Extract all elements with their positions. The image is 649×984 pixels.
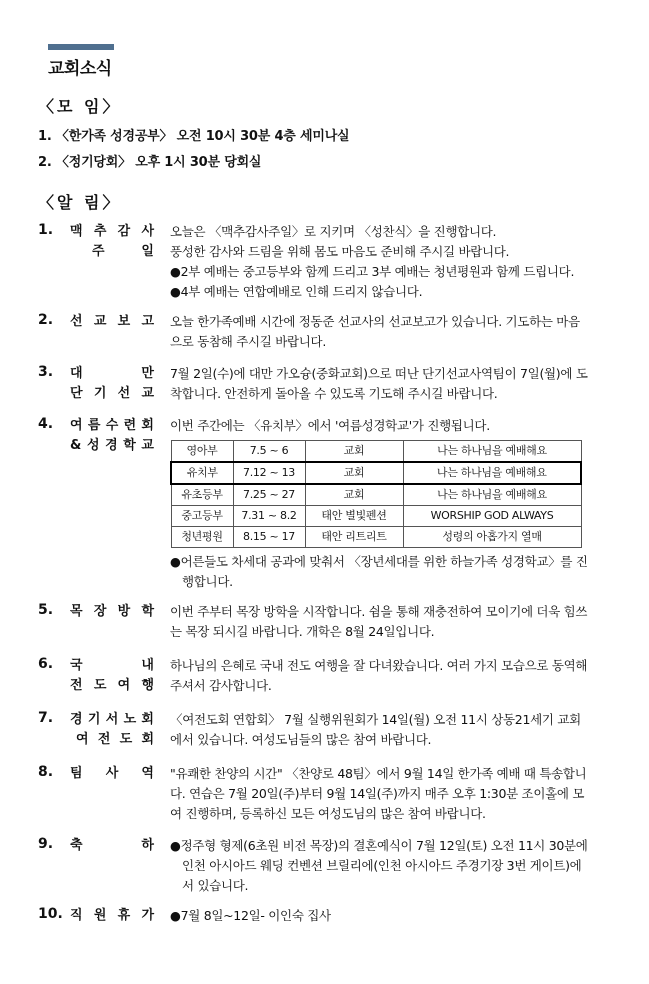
table-cell: 성령의 아홉가지 열매	[403, 527, 581, 548]
notice-number: 3.	[38, 364, 54, 380]
table-row	[171, 441, 581, 463]
page-title: 교회소식	[48, 59, 112, 79]
table-cell: 7.31 ~ 8.2	[233, 506, 305, 527]
notice-number: 4.	[38, 416, 54, 432]
table-cell: 교회	[305, 484, 403, 506]
notice-body: 〈여전도회 연합회〉 7월 실행위원회가 14일(월) 오전 11시 상동21세기 교회에서 있습니다. 여성도님들의 많은 참여 바랍니다.	[170, 712, 581, 747]
table-cell: 유치부	[171, 462, 233, 484]
table-cell: 8.15 ~ 17	[233, 527, 305, 548]
table-cell: 7.5 ~ 6	[233, 441, 305, 463]
table-cell: 교회	[305, 462, 403, 484]
notice-label: 경 기 서 노 회 여 전 도 회	[70, 712, 154, 747]
notice-label: 맥 추 감 사 주 일	[70, 224, 154, 259]
notice-number: 6.	[38, 656, 54, 672]
table-cell: 태안 리트리트	[305, 527, 403, 548]
table-cell: 태안 별빛펜션	[305, 506, 403, 527]
table-cell: 7.12 ~ 13	[233, 462, 305, 484]
meeting-item: 1. 〈한가족 성경공부〉 오전 10시 30분 4층 세미나실	[38, 129, 350, 144]
notice-body: ●정주형 형제(6초원 비전 목장)의 결혼예식이 7월 12일(토) 오전 11시 30분에 인천 아시아드 웨딩 컨벤션 브릴리에(인천 아시아드 주경기장 3번 게이트)에서 있습니다.	[170, 838, 588, 893]
notice-label: 축 하	[70, 838, 154, 853]
notices-heading: 〈알 림〉	[38, 193, 122, 212]
notice-number: 5.	[38, 602, 54, 618]
table-row	[171, 462, 581, 484]
notice-number: 9.	[38, 836, 54, 852]
notice-label: 여 름 수 련 회 & 성 경 학 교	[70, 418, 154, 453]
table-cell: 청년평원	[171, 527, 233, 548]
table-cell: 유초등부	[171, 484, 233, 506]
notice-number: 1.	[38, 222, 54, 238]
notice-label: 목 장 방 학	[70, 604, 154, 619]
notice-number: 2.	[38, 312, 54, 328]
notice-number: 7.	[38, 710, 54, 726]
table-row	[171, 527, 581, 548]
notice-body: 이번 주간에는 〈유치부〉에서 '여름성경학교'가 진행됩니다. 영아부 7.5 ~ 6 교회 나는 하나님을 예배해요 유치부 7.12 ~ 13 교회 나는 하나님을 예배해요 유초등부 7.25 ~ 27 교회 나는 하나님을 예배해요 중고등부 7.31 ~ 8.2 태안 별빛펜션 WORSHIP GOD ALWAYS 청년평원 8.15 ~ 17 태안 리트리트 성령의 아홉가지 열매 ●어른들도 차세대 공과에 맞춰서 〈장년세대를 위한 하늘가족 성경학교〉를 진행합니다.	[170, 418, 588, 589]
header-accent-bar	[48, 44, 114, 50]
notice-body: ●7월 8일~12일- 이인숙 집사	[170, 908, 331, 923]
table-cell: 중고등부	[171, 506, 233, 527]
table-cell: 나는 하나님을 예배해요	[403, 484, 581, 506]
notice-body: 7월 2일(수)에 대만 가오슝(중화교회)으로 떠난 단기선교사역팀이 7일(월)에 도착합니다. 안전하게 돌아올 수 있도록 기도해 주시길 바랍니다.	[170, 366, 588, 401]
notice-label: 직 원 휴 가	[70, 908, 154, 923]
notice-number: 8.	[38, 764, 54, 780]
notice-number: 10.	[38, 906, 63, 922]
table-row	[171, 484, 581, 506]
table-cell: WORSHIP GOD ALWAYS	[403, 506, 581, 527]
table-row	[171, 506, 581, 527]
notice-body: 이번 주부터 목장 방학을 시작합니다. 쉼을 통해 재충전하여 모이기에 더욱 힘쓰는 목장 되시길 바랍니다. 개학은 8월 24일입니다.	[170, 604, 588, 639]
meeting-item: 2. 〈정기당회〉 오후 1시 30분 당회실	[38, 155, 262, 170]
table-cell: 영아부	[171, 441, 233, 463]
notice-body: "유쾌한 찬양의 시간" 〈찬양로 48팀〉에서 9월 14일 한가족 예배 때 특송합니다. 연습은 7월 20일(주)부터 9월 14일(주)까지 매주 오후 1:30분 조이홀에 모여 진행하며, 등록하신 모든 여성도님의 많은 참여 바랍니다.	[170, 766, 587, 821]
table-cell: 나는 하나님을 예배해요	[403, 462, 581, 484]
notice-label: 대 만 단 기 선 교	[70, 366, 154, 401]
notice-body: 오늘은 〈맥추감사주일〉로 지키며 〈성찬식〉을 진행합니다. 풍성한 감사와 드림을 위해 몸도 마음도 준비해 주시길 바랍니다. ●2부 예배는 중고등부와 함께 드리고 3부 예배는 청년평원과 함께 드립니다. ●4부 예배는 연합예배로 인해 드리지 않습니다.	[170, 224, 575, 299]
notice-label: 팀 사 역	[70, 766, 154, 781]
notice-body: 오늘 한가족예배 시간에 정동준 선교사의 선교보고가 있습니다. 기도하는 마음으로 동참해 주시길 바랍니다.	[170, 314, 580, 349]
notice-label: 선 교 보 고	[70, 314, 154, 329]
meetings-heading: 〈모 임〉	[38, 97, 122, 116]
summer-school-table	[170, 440, 582, 548]
table-cell: 7.25 ~ 27	[233, 484, 305, 506]
notice-body: 하나님의 은혜로 국내 전도 여행을 잘 다녀왔습니다. 여러 가지 모습으로 동역해 주셔서 감사합니다.	[170, 658, 588, 693]
notice-label: 국 내 전 도 여 행	[70, 658, 154, 693]
table-cell: 나는 하나님을 예배해요	[403, 441, 581, 463]
table-cell: 교회	[305, 441, 403, 463]
